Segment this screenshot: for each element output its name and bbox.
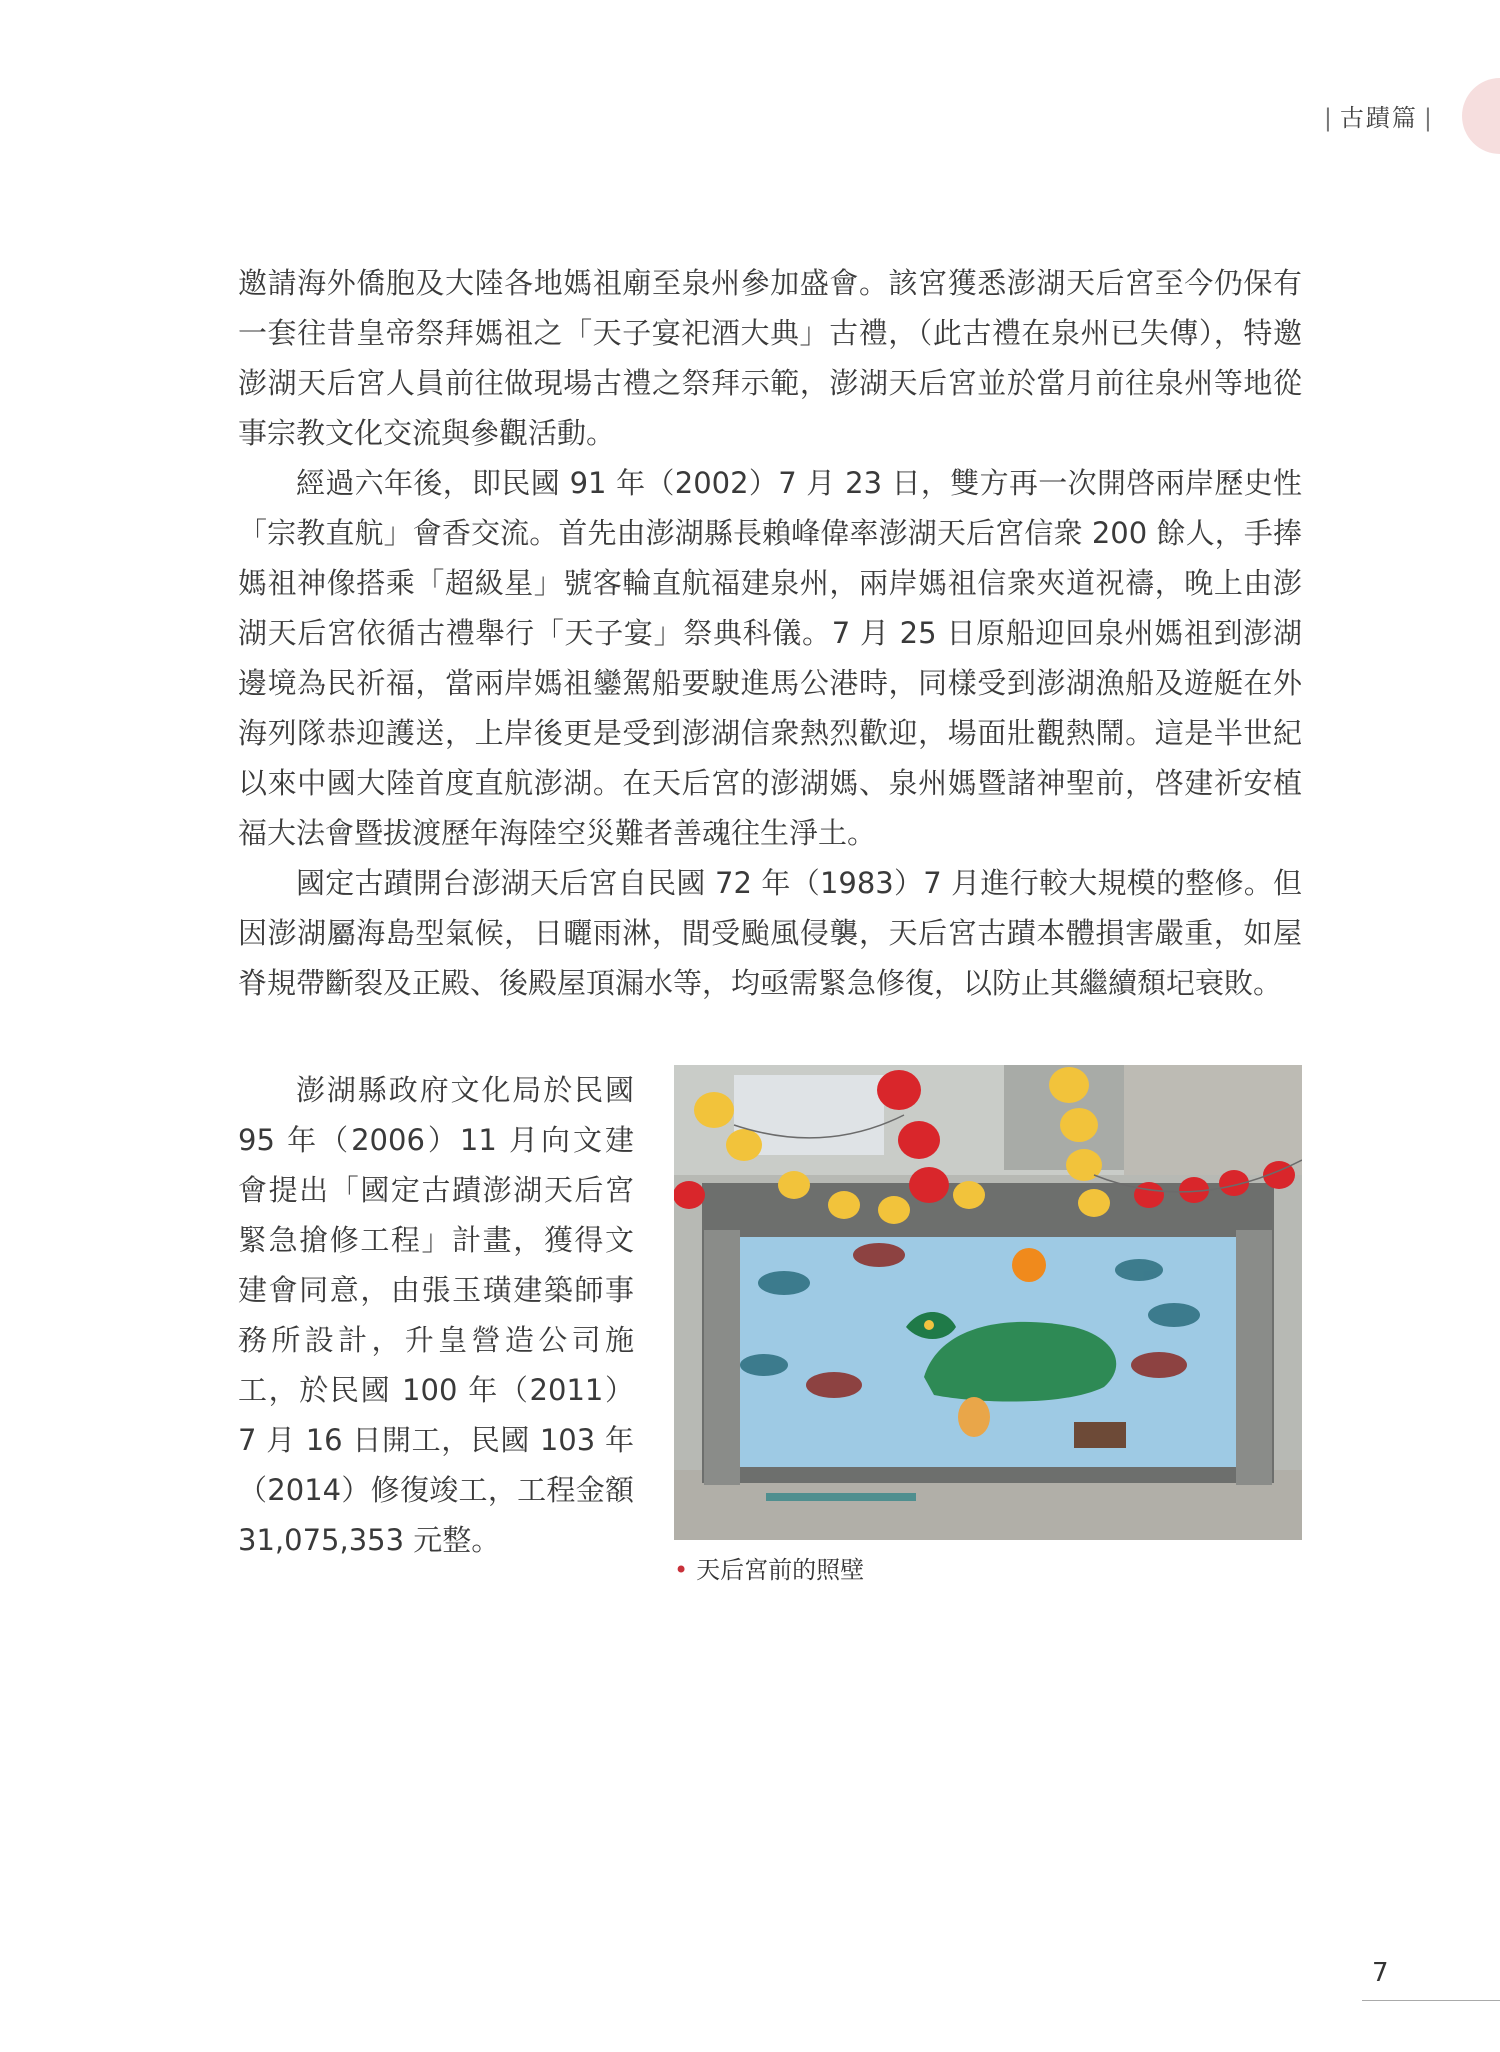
screen-wall-illustration [674,1065,1302,1540]
footer-rule [1362,2000,1500,2001]
body-text [238,258,1302,1008]
section-title: 古蹟篇 [1339,104,1418,132]
paragraph-1: 邀請海外僑胞及大陸各地媽祖廟至泉州參加盛會。該宮獲悉澎湖天后宮至今仍保有一套往昔皇帝祭拜媽祖之「天子宴祀酒大典」古禮，（此古禮在泉州已失傳），特邀澎湖天后宮人員前往做現場古禮之祭拜示範，澎湖天后宮並於當月前往泉州等地從事宗教文化交流與參觀活動。 [238,266,1302,450]
page-number: 7 [1372,1958,1389,1988]
paragraph-2: 經過六年後，即民國 91 年（2002）7 月 23 日，雙方再一次開啓兩岸歷史性「宗教直航」會香交流。首先由澎湖縣長賴峰偉率澎湖天后宮信衆 200 餘人，手捧媽祖神像搭乘「超級星」號客輪直航福建泉州，兩岸媽祖信衆夾道祝禱，晚上由澎湖天后宮依循古禮舉行「天子宴」祭典科儀。7 月 25 日原船迎回泉州媽祖到澎湖邊境為民祈福，當兩岸媽祖鑾駕船要駛進馬公港時，同樣受到澎湖漁船及遊艇在外海列隊恭迎護送，上岸後更是受到澎湖信衆熱烈歡迎，場面壯觀熱鬧。這是半世紀以來中國大陸首度直航澎湖。在天后宮的澎湖媽、泉州媽暨諸神聖前，啓建祈安植福大法會暨拔渡歷年海陸空災難者善魂往生淨土。 [238,466,1302,850]
screen-wall-photo [674,1065,1302,1540]
paragraph-3: 國定古蹟開台澎湖天后宮自民國 72 年（1983）7 月進行較大規模的整修。但因澎湖屬海島型氣候，日曬雨淋，間受颱風侵襲，天后宮古蹟本體損害嚴重，如屋脊規帶斷裂及正殿、後殿屋頂漏水等，均亟需緊急修復，以防止其繼續頹圮衰敗。 [238,866,1302,1000]
running-header: | 古蹟篇 | [1323,104,1434,132]
photo-caption [674,1550,864,1585]
wrapped-text-column [238,1065,634,1565]
bullet-icon: • [674,1556,689,1584]
paragraph-4: 澎湖縣政府文化局於民國 95 年（2006）11 月向文建會提出「國定古蹟澎湖天后宮緊急搶修工程」計畫，獲得文建會同意，由張玉璜建築師事務所設計，升皇營造公司施工，於民國 100 年（2011）7 月 16 日開工，民國 103 年（2014）修復竣工，工程金額 31,075,353 元整。 [238,1073,634,1557]
corner-tab [1462,78,1500,154]
caption-text: 天后宮前的照壁 [696,1556,865,1584]
